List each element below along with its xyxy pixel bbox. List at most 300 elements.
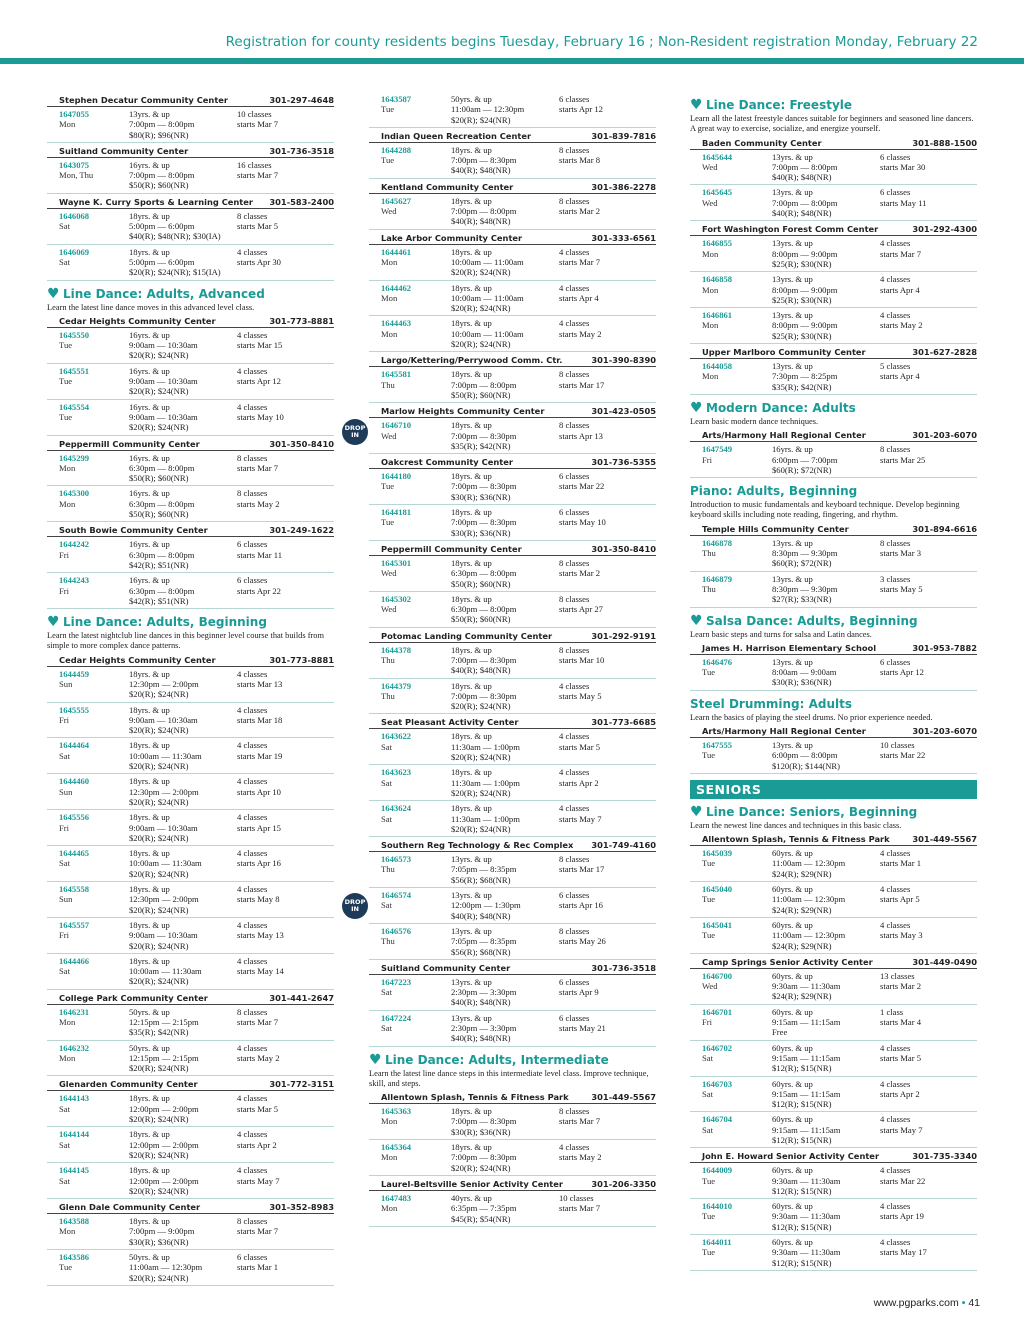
course-code-link[interactable]: 1645558 xyxy=(59,884,90,895)
location-header xyxy=(690,956,977,969)
course-code-link[interactable]: 1646700 xyxy=(702,970,733,981)
class-count: 10 classes xyxy=(559,1192,594,1203)
class-count: 4 classes xyxy=(237,955,268,966)
program-description: Introduction to music fundamentals and keyboard technique. Develop beginning keyboard skills including note reading, fingering, and rhythm. xyxy=(690,500,960,520)
class-code-day xyxy=(702,1007,772,1038)
class-details xyxy=(129,956,237,987)
class-time: 11:00am — 12:30pm xyxy=(451,104,525,115)
class-code-day xyxy=(381,1013,451,1044)
class-start: starts Mar 7 xyxy=(237,119,279,130)
course-code-link[interactable]: 1644009 xyxy=(702,1165,733,1176)
course-code-link[interactable]: 1645300 xyxy=(59,488,90,499)
class-sessions xyxy=(237,1129,333,1160)
class-details xyxy=(772,1043,880,1074)
class-time: 7:00pm — 8:00pm xyxy=(772,161,838,172)
course-code-link[interactable]: 1645550 xyxy=(59,329,90,340)
class-time: 9:15am — 11:15am xyxy=(772,1088,841,1099)
class-time: 10:00am — 11:00am xyxy=(451,292,524,303)
class-code-day xyxy=(381,145,451,176)
heart-icon: ♥ xyxy=(690,803,703,820)
class-details xyxy=(129,160,237,191)
class-fee: $40(R); $48(NR) xyxy=(451,1033,511,1044)
class-count: 13 classes xyxy=(880,970,915,981)
course-code-link[interactable]: 1646068 xyxy=(59,210,90,221)
course-code-link[interactable]: 1646704 xyxy=(702,1114,733,1125)
class-sessions xyxy=(559,594,655,625)
class-day: Tue xyxy=(702,750,716,761)
class-fee: $40(R); $48(NR) xyxy=(451,165,511,176)
class-count: 16 classes xyxy=(237,159,272,170)
course-code-link[interactable]: 1645645 xyxy=(702,187,733,198)
class-day: Tue xyxy=(702,1247,716,1258)
course-code-link[interactable]: 1647223 xyxy=(381,976,412,987)
class-sessions xyxy=(559,731,655,762)
location-name: Potomac Landing Community Center xyxy=(381,630,553,641)
course-code-link[interactable]: 1646576 xyxy=(381,925,412,936)
class-time: 7:00pm — 8:00pm xyxy=(772,197,838,208)
class-count: 6 classes xyxy=(880,656,911,667)
class-details xyxy=(772,971,880,1002)
class-age: 13yrs. & up xyxy=(451,854,492,865)
location-phone: 301-206-3350 xyxy=(591,1178,656,1189)
class-age: 18yrs. & up xyxy=(129,884,170,895)
class-code-day xyxy=(381,94,451,125)
class-time: 9:00am — 10:30am xyxy=(129,930,198,941)
program-section xyxy=(47,613,334,1286)
class-code-day xyxy=(59,539,129,570)
class-age: 18yrs. & up xyxy=(451,195,492,206)
class-code-day xyxy=(381,854,451,885)
class-time: 10:00am — 11:00am xyxy=(451,328,524,339)
course-code-link[interactable]: 1643586 xyxy=(59,1252,90,1263)
class-time: 7:00pm — 8:30pm xyxy=(451,654,517,665)
class-row xyxy=(690,1041,977,1077)
class-fee: $40(R); $48(NR) xyxy=(772,172,832,183)
location-header xyxy=(47,94,334,107)
program-title-text: Line Dance: Seniors, Beginning xyxy=(706,804,918,819)
class-row xyxy=(369,852,656,888)
class-code-day xyxy=(702,152,772,183)
course-code-link[interactable]: 1646861 xyxy=(702,310,733,321)
course-code-link[interactable]: 1645299 xyxy=(59,452,90,463)
class-row xyxy=(369,316,656,352)
course-code-link[interactable]: 1645364 xyxy=(381,1142,412,1153)
course-code-link[interactable]: 1643623 xyxy=(381,767,412,778)
course-code-link[interactable]: 1646855 xyxy=(702,238,733,249)
class-fee: $30(R); $36(NR) xyxy=(451,1126,511,1137)
class-day: Sat xyxy=(59,1175,70,1186)
course-code-link[interactable]: 1645644 xyxy=(702,151,733,162)
course-code-link[interactable]: 1646574 xyxy=(381,890,412,901)
class-fee: $24(R); $29(NR) xyxy=(772,940,832,951)
course-code-link[interactable]: 1644242 xyxy=(59,539,90,550)
location-phone: 301-583-2400 xyxy=(269,196,334,207)
location-header xyxy=(690,725,977,738)
location-phone: 301-350-8410 xyxy=(269,438,334,449)
class-code-day xyxy=(381,471,451,502)
location-name: John E. Howard Senior Activity Center xyxy=(702,1151,880,1162)
class-code-day xyxy=(59,109,129,140)
location-phone: 301-297-4648 xyxy=(269,95,334,105)
course-code-link[interactable]: 1644011 xyxy=(702,1237,732,1248)
location-header xyxy=(369,962,656,975)
course-code-link[interactable]: 1644180 xyxy=(381,471,412,482)
class-time: 9:30am — 11:30am xyxy=(772,1211,841,1222)
course-code-link[interactable]: 1645557 xyxy=(59,919,90,930)
page-footer xyxy=(874,1297,980,1309)
class-count: 6 classes xyxy=(559,94,590,104)
course-code-link[interactable]: 1646710 xyxy=(381,420,412,431)
class-sessions xyxy=(237,812,333,843)
location-name: Oakcrest Community Center xyxy=(381,457,513,468)
program-section xyxy=(369,1051,656,1227)
class-sessions xyxy=(559,507,655,538)
course-code-link[interactable]: 1644010 xyxy=(702,1201,733,1212)
class-sessions xyxy=(559,1106,655,1137)
course-code-link[interactable]: 1644465 xyxy=(59,848,90,859)
class-start: starts Apr 16 xyxy=(559,900,603,911)
class-time: 6:00pm — 7:00pm xyxy=(772,454,838,465)
class-day: Mon xyxy=(702,320,719,331)
course-code-link[interactable]: 1644462 xyxy=(381,282,412,293)
class-row xyxy=(690,359,977,395)
class-start: starts Apr 2 xyxy=(559,777,599,788)
course-code-link[interactable]: 1645039 xyxy=(702,848,733,859)
class-day: Sun xyxy=(59,678,73,689)
course-code-link[interactable]: 1644181 xyxy=(381,507,412,518)
class-fee: $45(R); $54(NR) xyxy=(451,1213,511,1224)
class-sessions xyxy=(237,705,333,736)
course-code-link[interactable]: 1644058 xyxy=(702,361,733,372)
class-details xyxy=(129,109,237,140)
course-code-link[interactable]: 1644464 xyxy=(59,740,90,751)
class-code-day xyxy=(381,247,451,278)
course-code-link[interactable]: 1644378 xyxy=(381,644,412,655)
class-time: 9:00am — 10:30am xyxy=(129,411,198,422)
course-code-link[interactable]: 1645627 xyxy=(381,195,412,206)
class-sessions xyxy=(559,1142,655,1173)
class-fee: $20(R); $24(NR) xyxy=(451,1162,511,1173)
class-age: 18yrs. & up xyxy=(129,848,170,859)
class-start: starts Mar 22 xyxy=(559,481,605,492)
heart-icon: ♥ xyxy=(690,399,703,416)
drop-in-badge: DROP IN xyxy=(342,893,368,919)
class-time: 7:00pm — 8:30pm xyxy=(451,517,517,528)
class-day: Sat xyxy=(59,858,70,869)
class-count: 4 classes xyxy=(880,1114,911,1125)
class-time: 9:00am — 10:30am xyxy=(129,340,198,351)
course-code-link[interactable]: 1644379 xyxy=(381,680,412,691)
class-count: 4 classes xyxy=(880,919,911,930)
course-code-link[interactable]: 1645363 xyxy=(381,1106,412,1117)
class-fee: $20(R); $24(NR) xyxy=(451,267,511,278)
class-time: 6:35pm — 7:35pm xyxy=(451,1203,517,1214)
class-time: 7:00pm — 8:00pm xyxy=(451,379,517,390)
course-code-link[interactable]: 1644463 xyxy=(381,318,412,329)
class-fee: $24(R); $29(NR) xyxy=(772,868,832,879)
class-count: 1 class xyxy=(880,1006,904,1017)
class-fee: $40(R); $48(NR) xyxy=(451,997,511,1008)
class-start: starts Mar 22 xyxy=(880,750,926,761)
course-code-link[interactable]: 1644460 xyxy=(59,776,90,787)
course-code-link[interactable]: 1647224 xyxy=(381,1012,412,1023)
class-sessions xyxy=(880,740,976,771)
course-code-link[interactable]: 1645551 xyxy=(59,365,90,376)
class-fee: $30(R); $36(NR) xyxy=(129,1236,189,1247)
course-code-link[interactable]: 1644243 xyxy=(59,575,90,586)
class-age: 13yrs. & up xyxy=(451,925,492,936)
class-sessions xyxy=(880,1079,976,1110)
class-age: 50yrs. & up xyxy=(129,1042,170,1053)
course-code-link[interactable]: 1643075 xyxy=(59,159,90,170)
class-row xyxy=(369,367,656,403)
class-fee: $42(R); $51(NR) xyxy=(129,595,189,606)
class-day: Sat xyxy=(381,987,392,998)
class-fee: $35(R); $42(NR) xyxy=(772,381,832,392)
class-code-day xyxy=(381,558,451,589)
location-phone: 301-350-8410 xyxy=(591,543,656,554)
course-code-link[interactable]: 1644145 xyxy=(59,1165,90,1176)
class-code-day xyxy=(59,1093,129,1124)
course-code-link[interactable]: 1645554 xyxy=(59,401,90,412)
class-details xyxy=(772,574,880,605)
location-header xyxy=(690,833,977,846)
class-sessions xyxy=(880,1007,976,1038)
course-code-link[interactable]: 1643624 xyxy=(381,803,412,814)
class-age: 18yrs. & up xyxy=(451,144,492,155)
class-fee: $30(R); $36(NR) xyxy=(451,491,511,502)
course-code-link[interactable]: 1645581 xyxy=(381,369,412,380)
class-age: 16yrs. & up xyxy=(129,539,170,550)
course-code-link[interactable]: 1644288 xyxy=(381,144,412,155)
class-details xyxy=(129,488,237,519)
class-start: starts Mar 2 xyxy=(559,206,601,217)
class-details xyxy=(129,1165,237,1196)
course-code-link[interactable]: 1644466 xyxy=(59,955,90,966)
class-details xyxy=(129,920,237,951)
course-code-link[interactable]: 1646858 xyxy=(702,274,733,285)
class-count: 6 classes xyxy=(880,187,911,198)
class-time: 8:00pm — 9:00pm xyxy=(772,320,838,331)
class-fee: $30(R); $36(NR) xyxy=(772,677,832,688)
class-row xyxy=(47,1163,334,1199)
course-code-link[interactable]: 1646069 xyxy=(59,246,90,257)
class-row xyxy=(47,703,334,739)
course-code-link[interactable]: 1645302 xyxy=(381,593,412,604)
class-fee: $20(R); $24(NR) xyxy=(129,350,189,361)
class-fee: $12(R); $15(NR) xyxy=(772,1221,832,1232)
class-day: Wed xyxy=(702,981,718,992)
course-code-link[interactable]: 1645041 xyxy=(702,919,733,930)
course-code-link[interactable]: 1643588 xyxy=(59,1216,90,1227)
location-header xyxy=(369,405,656,418)
class-age: 60yrs. & up xyxy=(772,1006,813,1017)
program-title-text: Modern Dance: Adults xyxy=(706,400,856,415)
class-sessions xyxy=(237,247,333,278)
class-start: starts Mar 25 xyxy=(880,454,926,465)
class-count: 4 classes xyxy=(559,318,590,329)
location-phone: 301-449-5567 xyxy=(912,834,977,845)
class-start: starts Apr 15 xyxy=(237,822,281,833)
class-age: 50yrs. & up xyxy=(451,94,492,104)
class-day: Sun xyxy=(59,894,73,905)
course-code-link[interactable]: 1644459 xyxy=(59,668,90,679)
program-section xyxy=(690,399,977,478)
class-count: 4 classes xyxy=(237,776,268,787)
drop-in-badge: DROP IN xyxy=(342,419,368,445)
class-fee: $20(R); $24(NR); $15(IA) xyxy=(129,267,221,278)
course-code-link[interactable]: 1646878 xyxy=(702,537,733,548)
location-header xyxy=(47,438,334,451)
class-start: starts May 13 xyxy=(237,930,284,941)
class-time: 7:00pm — 8:30pm xyxy=(451,481,517,492)
class-start: starts May 7 xyxy=(237,1175,280,1186)
location-name: Suitland Community Center xyxy=(381,962,511,973)
location-name: Southern Reg Technology & Rec Complex xyxy=(381,840,574,851)
class-time: 10:00am — 11:30am xyxy=(129,966,202,977)
class-day: Mon xyxy=(381,256,398,267)
class-start: starts Mar 7 xyxy=(559,256,601,267)
class-code-day xyxy=(59,366,129,397)
location-phone: 301-333-6561 xyxy=(591,232,656,243)
class-row xyxy=(47,245,334,281)
class-sessions xyxy=(880,848,976,879)
course-code-link[interactable]: 1645040 xyxy=(702,884,733,895)
course-code-link[interactable]: 1647483 xyxy=(381,1192,412,1203)
class-age: 18yrs. & up xyxy=(129,704,170,715)
course-code-link[interactable]: 1644143 xyxy=(59,1093,90,1104)
class-fee: $40(R); $48(NR); $30(IA) xyxy=(129,231,221,242)
class-day: Sat xyxy=(381,900,392,911)
course-code-link[interactable]: 1645556 xyxy=(59,812,90,823)
class-sessions xyxy=(237,1216,333,1247)
class-code-day xyxy=(702,310,772,341)
location-phone: 301-292-9191 xyxy=(591,630,656,641)
course-code-link[interactable]: 1646702 xyxy=(702,1042,733,1053)
class-row xyxy=(47,158,334,194)
program-description: Learn the newest line dances and techniques in this basic class. xyxy=(690,820,902,830)
course-code-link[interactable]: 1643587 xyxy=(381,94,412,104)
course-code-link[interactable]: 1646573 xyxy=(381,854,412,865)
course-code-link[interactable]: 1646879 xyxy=(702,573,733,584)
class-row xyxy=(690,1005,977,1041)
class-fee: Free xyxy=(772,1027,788,1038)
class-time: 12:00pm — 2:00pm xyxy=(129,1103,199,1114)
course-code-link[interactable]: 1644461 xyxy=(381,246,412,257)
location-phone: 301-736-5355 xyxy=(591,457,656,468)
course-code-link[interactable]: 1646232 xyxy=(59,1042,90,1053)
class-time: 12:00pm — 1:30pm xyxy=(451,900,521,911)
class-row xyxy=(47,1041,334,1077)
class-start: starts May 5 xyxy=(880,583,923,594)
class-age: 40yrs. & up xyxy=(451,1192,492,1203)
class-count: 6 classes xyxy=(237,1252,268,1263)
program-description: Learn the basics of playing the steel drums. No prior experience needed. xyxy=(690,712,933,722)
class-age: 18yrs. & up xyxy=(451,318,492,329)
course-code-link[interactable]: 1646476 xyxy=(702,656,733,667)
class-code-day xyxy=(702,1165,772,1196)
class-details xyxy=(129,575,237,606)
class-row xyxy=(369,194,656,230)
class-code-day xyxy=(59,1043,129,1074)
class-age: 13yrs. & up xyxy=(772,274,813,285)
class-code-day xyxy=(59,575,129,606)
location-header xyxy=(369,1091,656,1104)
course-code-link[interactable]: 1647055 xyxy=(59,109,90,119)
location-phone: 301-390-8390 xyxy=(591,355,656,366)
class-fee: $12(R); $15(NR) xyxy=(772,1063,832,1074)
class-count: 8 classes xyxy=(237,452,268,463)
class-details xyxy=(451,283,559,314)
program-title xyxy=(690,695,977,713)
class-day: Sat xyxy=(381,741,392,752)
course-code-link[interactable]: 1645301 xyxy=(381,557,412,568)
class-details xyxy=(451,1013,559,1044)
class-row xyxy=(47,1091,334,1127)
location-phone: 301-423-0505 xyxy=(591,406,656,417)
location-phone: 301-773-6685 xyxy=(591,717,656,728)
column-middle xyxy=(369,92,656,1231)
course-code-link[interactable]: 1643622 xyxy=(381,731,412,742)
class-details xyxy=(129,705,237,736)
class-row xyxy=(690,236,977,272)
class-details xyxy=(451,681,559,712)
class-details xyxy=(772,740,880,771)
class-details xyxy=(772,884,880,915)
class-day: Tue xyxy=(381,104,395,115)
course-code-link[interactable]: 1646701 xyxy=(702,1006,733,1017)
class-sessions xyxy=(880,444,976,475)
class-row xyxy=(690,572,977,608)
class-row xyxy=(369,469,656,505)
class-row xyxy=(47,882,334,918)
class-day: Tue xyxy=(381,155,395,166)
program-title-text: Line Dance: Adults, Intermediate xyxy=(385,1052,609,1067)
program-title-text: Line Dance: Adults, Advanced xyxy=(63,286,265,301)
location-phone: 301-772-3151 xyxy=(269,1079,334,1090)
class-age: 16yrs. & up xyxy=(129,159,170,170)
location-header xyxy=(47,992,334,1005)
class-fee: $35(R); $42(NR) xyxy=(451,440,511,451)
course-code-link[interactable]: 1647555 xyxy=(702,739,733,750)
website-link[interactable]: www.pgparks.com xyxy=(873,1297,959,1309)
class-row xyxy=(690,272,977,308)
course-code-link[interactable]: 1647549 xyxy=(702,444,733,455)
class-age: 18yrs. & up xyxy=(129,812,170,823)
class-start: starts Apr 2 xyxy=(880,1088,920,1099)
class-time: 11:00am — 12:30pm xyxy=(772,930,846,941)
class-time: 12:15pm — 2:15pm xyxy=(129,1052,199,1063)
class-time: 11:30am — 1:00pm xyxy=(451,813,520,824)
course-code-link[interactable]: 1646703 xyxy=(702,1078,733,1089)
program-title xyxy=(690,96,977,114)
class-details xyxy=(129,1007,237,1038)
course-code-link[interactable]: 1644144 xyxy=(59,1129,90,1140)
course-code-link[interactable]: 1645555 xyxy=(59,704,90,715)
course-code-link[interactable]: 1646231 xyxy=(59,1006,90,1017)
class-row xyxy=(369,281,656,317)
class-sessions xyxy=(880,1114,976,1145)
class-day: Mon xyxy=(59,462,76,473)
class-details xyxy=(772,361,880,392)
class-fee: $20(R); $24(NR) xyxy=(129,976,189,987)
class-age: 13yrs. & up xyxy=(772,361,813,372)
class-count: 4 classes xyxy=(559,680,590,691)
class-day: Tue xyxy=(59,340,73,351)
class-start: starts Apr 12 xyxy=(880,667,924,678)
class-fee: $27(R); $33(NR) xyxy=(772,594,832,605)
class-fee: $120(R); $144(NR) xyxy=(772,760,841,771)
